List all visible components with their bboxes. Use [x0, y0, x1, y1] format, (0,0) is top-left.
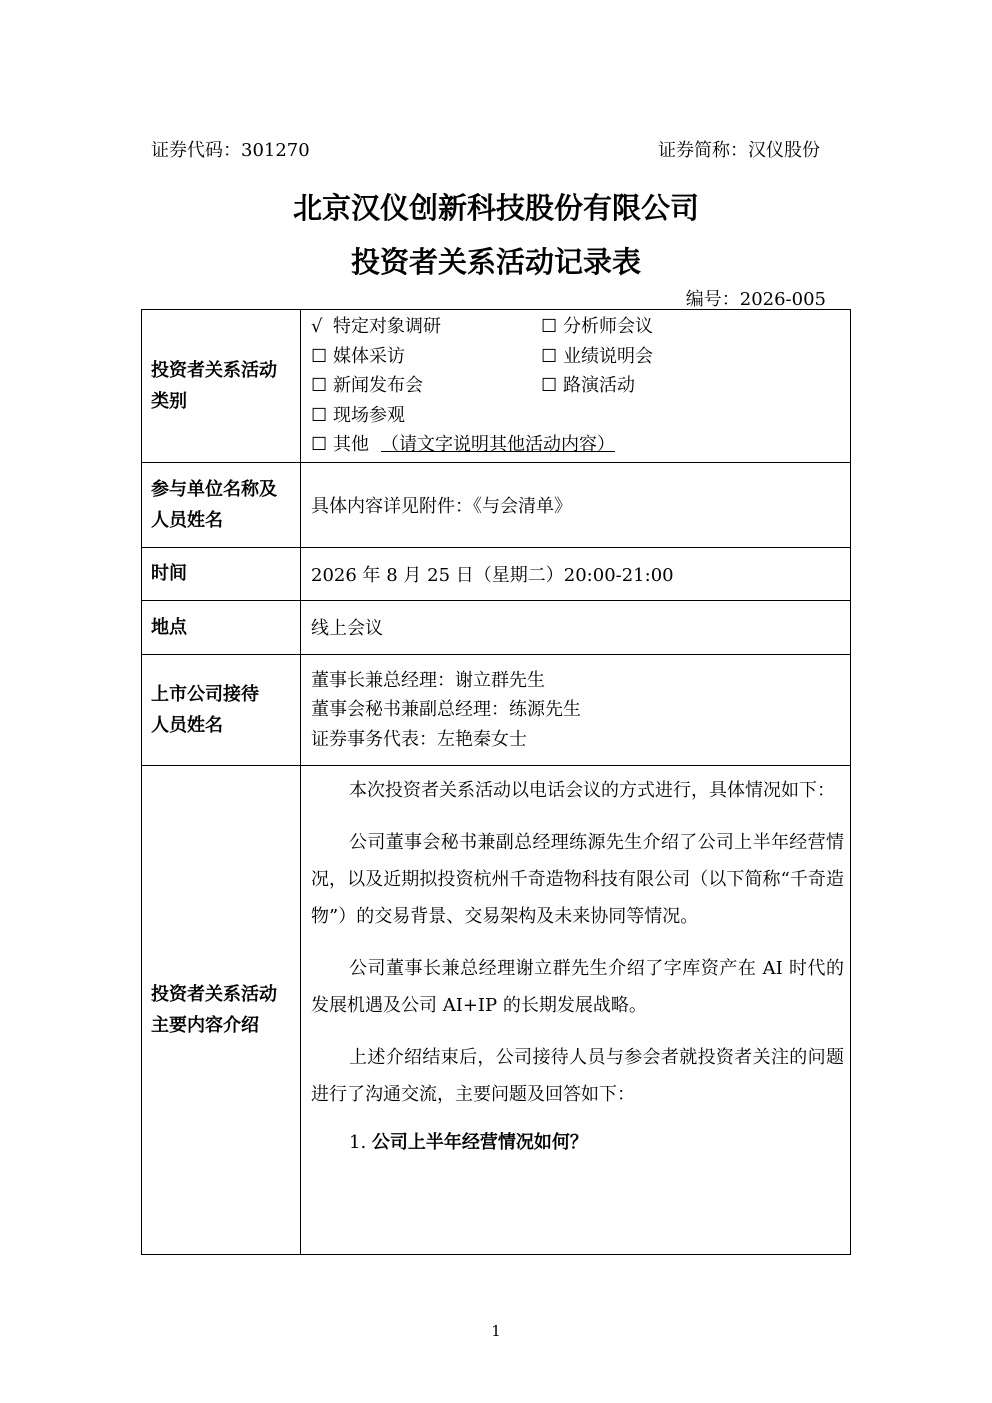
label-line: 投资者关系活动 — [151, 983, 277, 1005]
option-label: 业绩说明会 — [563, 345, 653, 367]
label-content — [142, 765, 301, 1254]
content-paragraph: 公司董事长兼总经理谢立群先生介绍了字库资产在 AI 时代的发展机遇及公司 AI+IP 的长期发展战略。 — [311, 957, 844, 1016]
checkbox-icon: ☐ — [541, 345, 558, 367]
checkbox-grid — [311, 310, 844, 462]
stock-code: 证券代码：301270 — [151, 140, 310, 161]
row-content — [142, 765, 851, 1254]
value-category — [301, 310, 851, 463]
value-reception — [301, 654, 851, 765]
checkbox-icon: ☐ — [311, 434, 328, 456]
option-item — [311, 342, 541, 372]
record-table — [141, 309, 851, 1255]
company-title: 北京汉仪创新科技股份有限公司 — [292, 191, 699, 225]
checkbox-icon: ☐ — [311, 345, 328, 367]
value-time: 2026 年 8 月 25 日（星期二）20:00-21:00 — [301, 547, 851, 600]
value-location: 线上会议 — [301, 600, 851, 654]
label-line: 类别 — [151, 390, 187, 412]
label-reception — [142, 654, 301, 765]
document-title: 投资者关系活动记录表 — [350, 245, 641, 279]
option-item — [311, 312, 541, 342]
reception-person: 证券事务代表：左艳秦女士 — [311, 728, 527, 750]
label-line: 人员姓名 — [151, 714, 223, 736]
header-line — [151, 136, 820, 162]
label-category — [142, 310, 301, 463]
label-line: 主要内容介绍 — [151, 1014, 259, 1036]
option-label: 分析师会议 — [563, 316, 653, 337]
row-location — [142, 600, 851, 654]
option-item — [541, 312, 771, 342]
value-participants: 具体内容详见附件：《与会清单》 — [301, 462, 851, 547]
row-participants — [142, 462, 851, 547]
option-item-other — [311, 430, 771, 460]
value-content — [301, 765, 851, 1254]
checkbox-icon: ☐ — [311, 375, 328, 397]
label-line: 参与单位名称及 — [151, 478, 277, 500]
document-number: 编号：2026-005 — [685, 289, 826, 310]
question-number: 1. — [349, 1131, 367, 1153]
option-item — [311, 371, 541, 401]
stock-abbr: 证券简称：汉仪股份 — [658, 140, 820, 161]
option-label: 其他 — [333, 434, 369, 456]
content-paragraph: 公司董事会秘书兼副总经理练源先生介绍了公司上半年经营情况，以及近期拟投资杭州千奇造物科技有限公司（以下简称“千奇造物”）的交易背景、交易架构及未来协同等情况。 — [311, 831, 844, 927]
option-label: 现场参观 — [333, 404, 405, 426]
label-time: 时间 — [142, 547, 301, 600]
checkbox-icon: ☐ — [541, 375, 558, 397]
option-item — [311, 401, 771, 431]
row-time — [142, 547, 851, 600]
question-text: 公司上半年经营情况如何？ — [371, 1131, 588, 1153]
option-item — [541, 371, 771, 401]
reception-person: 董事会秘书兼副总经理：练源先生 — [311, 699, 581, 721]
checkbox-icon: ☐ — [541, 316, 558, 337]
label-line: 上市公司接待 — [151, 683, 259, 705]
content-paragraph: 本次投资者关系活动以电话会议的方式进行，具体情况如下： — [349, 779, 835, 801]
label-line: 人员姓名 — [151, 509, 223, 531]
option-label: 媒体采访 — [333, 345, 405, 367]
checkbox-icon: ☐ — [311, 404, 328, 426]
page-number: 1 — [491, 1322, 501, 1340]
row-category — [142, 310, 851, 463]
label-location: 地点 — [142, 600, 301, 654]
row-reception — [142, 654, 851, 765]
option-item — [541, 342, 771, 372]
option-label: 路演活动 — [563, 375, 635, 397]
label-line: 投资者关系活动 — [151, 359, 277, 381]
content-paragraph: 上述介绍结束后，公司接待人员与参会者就投资者关注的问题进行了沟通交流，主要问题及回答如下： — [311, 1046, 844, 1105]
check-mark-icon: √ — [311, 316, 323, 337]
label-participants — [142, 462, 301, 547]
option-label: 新闻发布会 — [333, 375, 423, 397]
option-note: （请文字说明其他活动内容） — [381, 434, 615, 456]
option-label: 特定对象调研 — [333, 316, 441, 337]
reception-person: 董事长兼总经理：谢立群先生 — [311, 669, 545, 691]
question-heading — [349, 1128, 844, 1154]
